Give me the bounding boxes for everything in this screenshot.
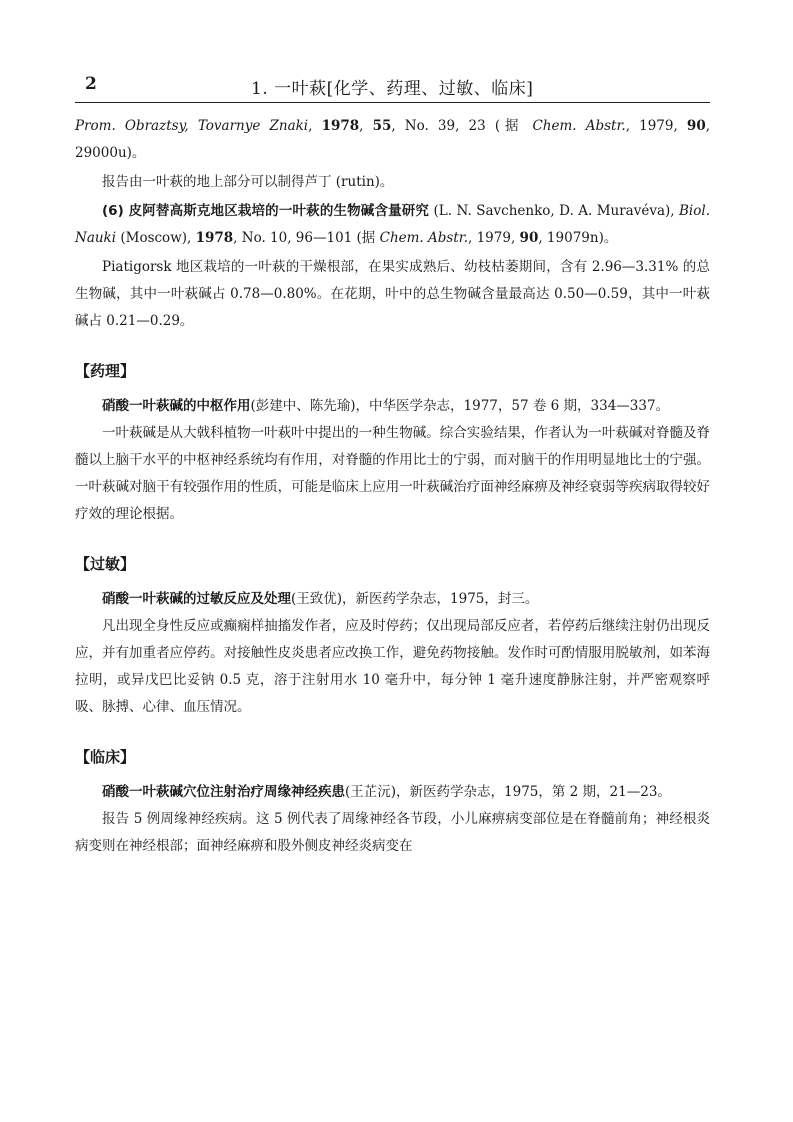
pharmacology-article-title: 硝酸一叶萩碱的中枢作用: [102, 398, 251, 414]
allergy-article-source: (王致优)，新医药学杂志，1975，封三。: [291, 591, 539, 607]
ref-abstract-source: Chem. Abstr.: [532, 118, 626, 134]
study-6-abstract-year: , 1979,: [468, 230, 520, 246]
ref-abstract-volume: 90: [686, 118, 706, 134]
study-6-authors: (L. N. Savchenko, D. A. Muravéva),: [429, 203, 680, 219]
page-number: 2: [85, 74, 97, 94]
study-6-abstract-volume: 90: [519, 230, 539, 246]
study-6-place: (Moscow),: [116, 230, 196, 246]
study-6-body: Piatigorsk 地区栽培的一叶萩的干燥根部，在果实成熟后、幼枝枯萎期间，含有 2.96—3.31% 的总生物碱，其中一叶萩碱占 0.78—0.80%。在花期，叶中的总生物碱含量最高达 0.50—0.59，其中一叶萩碱占 0.21—0.29。: [75, 259, 710, 329]
allergy-citation: [75, 586, 710, 613]
study-6-abstract-source: Chem. Abstr.: [379, 230, 469, 246]
ref-abstract-number: , 29000u)。: [75, 118, 711, 161]
clinical-body: 报告 5 例周缘神经疾病。这 5 例代表了周缘神经各节段，小儿麻痹病变部位是在脊髓前角；神经根炎病变则在神经根部；面神经麻痹和股外侧皮神经炎病变在: [75, 811, 710, 854]
rutin-paragraph: 报告由一叶萩的地上部分可以制得芦丁 (rutin)。: [102, 174, 394, 190]
study-6-citation: [75, 198, 710, 252]
pharmacology-article-source: (彭建中、陈先瑜)，中华医学杂志，1977，57 卷 6 期，334—337。: [250, 398, 670, 414]
ref-abstract-year: , 1979,: [625, 118, 687, 134]
allergy-article-title: 硝酸一叶萩碱的过敏反应及处理: [102, 591, 291, 607]
pharmacology-citation: [75, 393, 710, 420]
ref-issue: , No. 39, 23 (据: [391, 118, 533, 134]
clinical-citation: [75, 779, 710, 806]
running-title: 1. 一叶萩[化学、药理、过敏、临床]: [251, 79, 534, 99]
ref-year: 1978: [321, 118, 360, 134]
study-6-abstract-number: , 19079n)。: [538, 230, 618, 246]
clinical-article-source: (王芷沅)，新医药学杂志，1975，第 2 期，21—23。: [345, 784, 671, 800]
reference-continuation: [75, 113, 710, 167]
allergy-body: 凡出现全身性反应或癫痫样抽搐发作者，应及时停药；仅出现局部反应者，若停药后继续注射仍出现反应，并有加重者应停药。对接触性皮炎患者应改换工作，避免药物接触。发作时可酌情服用脱敏剂，如苯海拉明，或异戊巴比妥钠 0.5 克，溶于注射用水 10 毫升中，每分钟 1 毫升速度静脉注射，并严密观察呼吸、脉搏、心律、血压情况。: [75, 618, 710, 715]
study-6-issue: , No. 10, 96—101 (据: [233, 230, 380, 246]
study-6-year: 1978: [195, 230, 234, 246]
section-heading-clinical: 【临床】: [75, 748, 136, 766]
ref-sep-1: ,: [308, 118, 322, 134]
ref-sep-2: ,: [359, 118, 373, 134]
document-page: [75, 70, 710, 860]
pharmacology-body: 一叶萩碱是从大戟科植物一叶萩叶中提出的一种生物碱。综合实验结果，作者认为一叶萩碱对脊髓及脊髓以上脑干水平的中枢神经系统均有作用，对脊髓的作用比士的宁弱，而对脑干的作用明显地比士的宁强。一叶萩碱对脑干有较强作用的性质，可能是临床上应用一叶萩碱治疗面神经麻痹及神经衰弱等疾病取得较好疗效的理论根据。: [75, 425, 710, 522]
journal-name: Prom. Obraztsy, Tovarnye Znaki: [75, 118, 309, 134]
clinical-article-title: 硝酸一叶萩碱穴位注射治疗周缘神经疾患: [102, 784, 345, 800]
study-6-title: (6) 皮阿替高斯克地区栽培的一叶萩的生物碱含量研究: [102, 203, 430, 219]
section-heading-allergy: 【过敏】: [75, 555, 136, 573]
ref-volume: 55: [372, 118, 392, 134]
section-heading-pharmacology: 【药理】: [75, 362, 136, 380]
page-header: [75, 70, 710, 103]
study-6-journal: Biol. Nauki: [75, 203, 710, 246]
